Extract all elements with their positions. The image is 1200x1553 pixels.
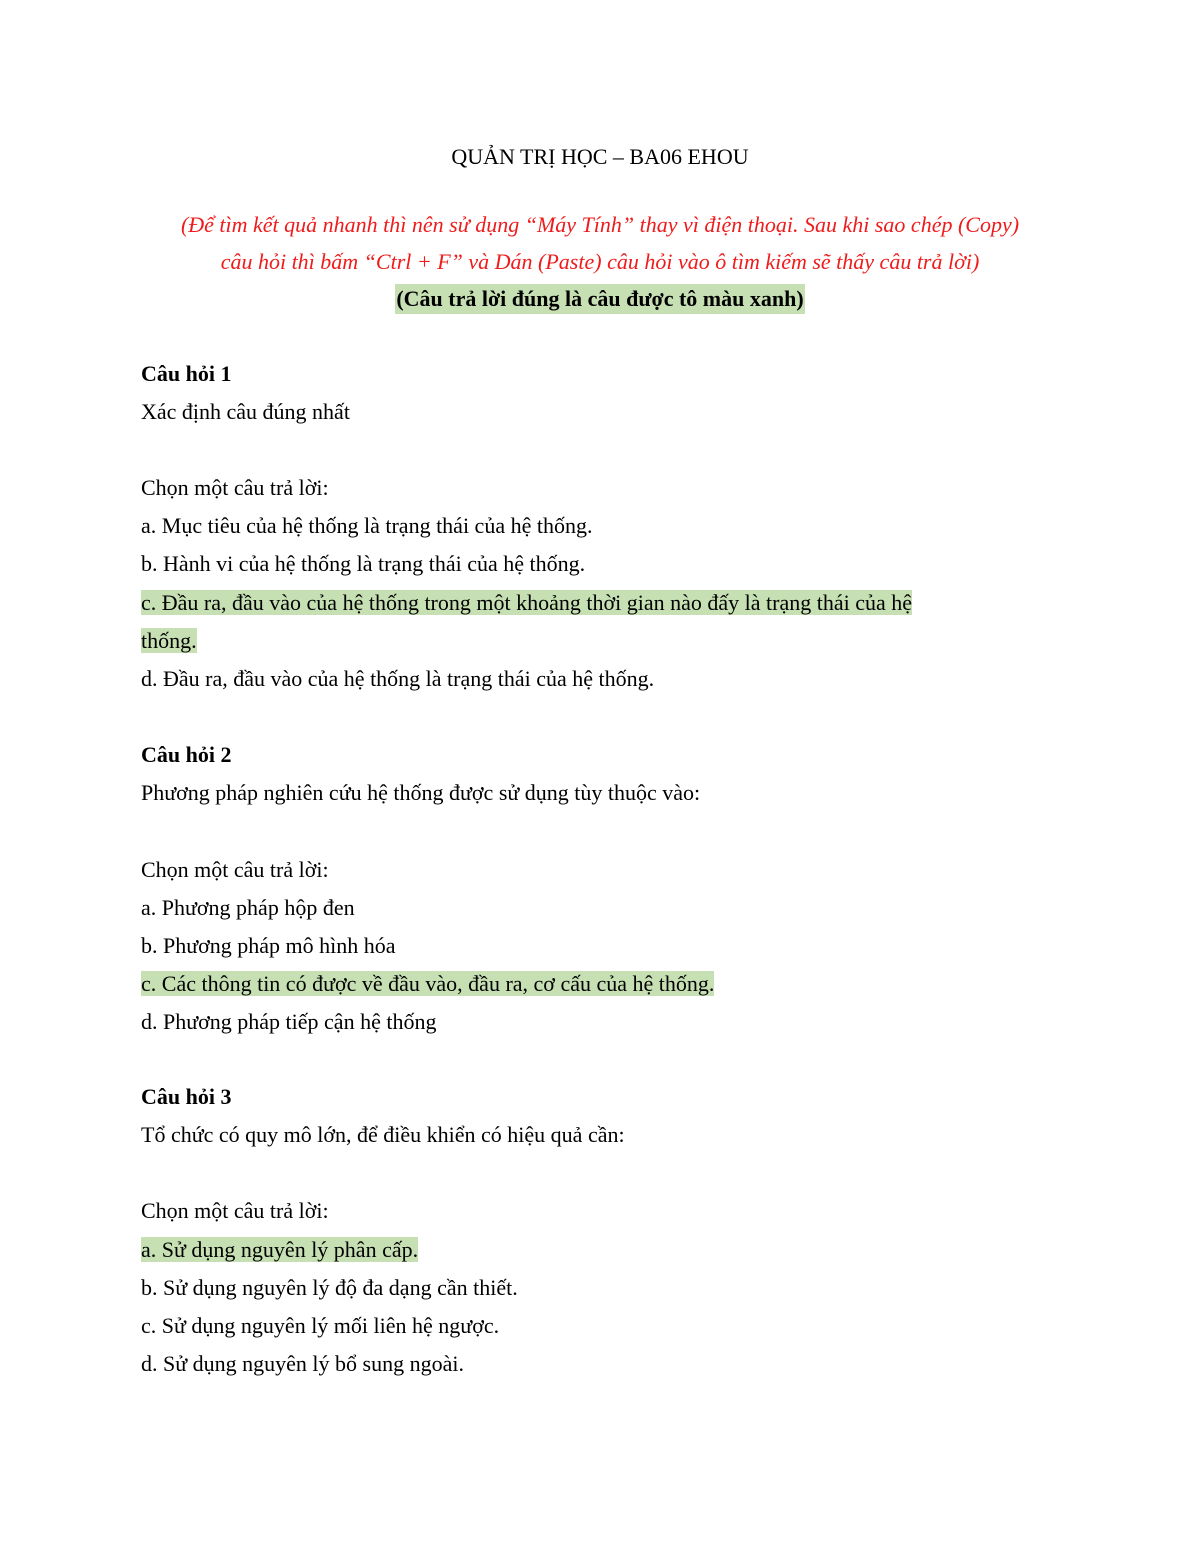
instruction-line-2: câu hỏi thì bấm “Ctrl + F” và Dán (Paste) câu hỏi vào ô tìm kiếm sẽ thấy câu trả lời)	[220, 249, 980, 274]
question-3-option-b: b. Sử dụng nguyên lý độ đa dạng cần thiết.	[141, 1275, 518, 1300]
answer-note-container	[0, 284, 1200, 314]
question-2-option-d: d. Phương pháp tiếp cận hệ thống	[141, 1009, 437, 1034]
question-1-option-d: d. Đầu ra, đầu vào của hệ thống là trạng thái của hệ thống.	[141, 666, 655, 691]
question-2-choose-label: Chọn một câu trả lời:	[141, 857, 329, 882]
question-1-option-c-continued: thống.	[141, 628, 197, 653]
question-2-option-c-correct: c. Các thông tin có được về đầu vào, đầu ra, cơ cấu của hệ thống.	[141, 971, 715, 996]
question-3-heading: Câu hỏi 3	[141, 1084, 232, 1109]
question-2-heading: Câu hỏi 2	[141, 742, 232, 767]
question-2-prompt: Phương pháp nghiên cứu hệ thống được sử dụng tùy thuộc vào:	[141, 780, 701, 805]
question-1-option-b: b. Hành vi của hệ thống là trạng thái của hệ thống.	[141, 551, 586, 576]
question-3-choose-label: Chọn một câu trả lời:	[141, 1198, 329, 1223]
document-title: QUẢN TRỊ HỌC – BA06 EHOU	[451, 144, 749, 169]
question-1-option-c-correct: c. Đầu ra, đầu vào của hệ thống trong một khoảng thời gian nào đấy là trạng thái của hệ	[141, 590, 912, 615]
question-1-heading: Câu hỏi 1	[141, 361, 232, 386]
answer-note: (Câu trả lời đúng là câu được tô màu xanh)	[395, 284, 804, 314]
question-1-option-a: a. Mục tiêu của hệ thống là trạng thái của hệ thống.	[141, 513, 593, 538]
question-3-option-c: c. Sử dụng nguyên lý mối liên hệ ngược.	[141, 1313, 500, 1338]
question-2-option-b: b. Phương pháp mô hình hóa	[141, 933, 396, 958]
question-3-option-a-correct: a. Sử dụng nguyên lý phân cấp.	[141, 1237, 419, 1262]
question-3-prompt: Tổ chức có quy mô lớn, để điều khiển có hiệu quả cần:	[141, 1122, 625, 1147]
question-1-prompt: Xác định câu đúng nhất	[141, 399, 350, 424]
question-1-choose-label: Chọn một câu trả lời:	[141, 475, 329, 500]
question-3-option-d: d. Sử dụng nguyên lý bổ sung ngoài.	[141, 1351, 464, 1376]
instruction-line-1: (Để tìm kết quả nhanh thì nên sử dụng “Máy Tính” thay vì điện thoại. Sau khi sao chép (Copy)	[180, 212, 1020, 237]
question-2-option-a: a. Phương pháp hộp đen	[141, 895, 355, 920]
